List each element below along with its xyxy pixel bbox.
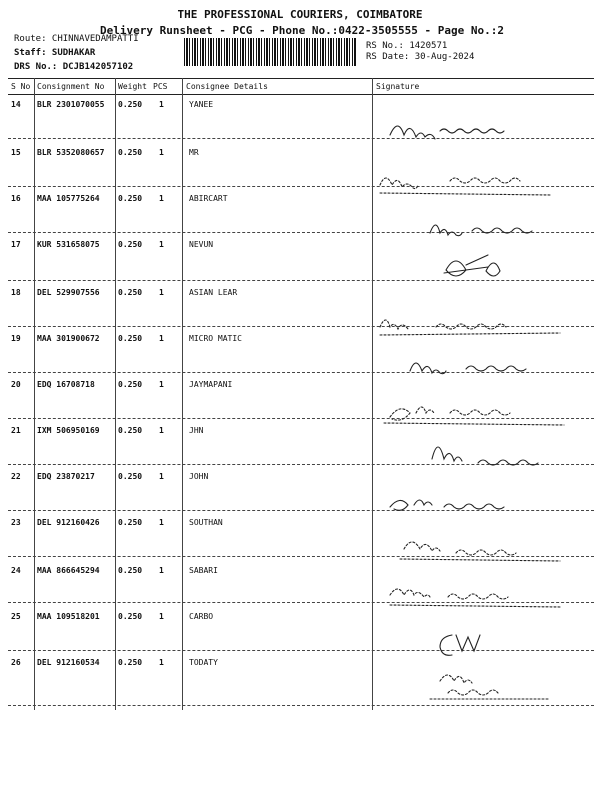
cell-consignee: SOUTHAN bbox=[189, 518, 223, 527]
cell-weight: 0.250 bbox=[118, 194, 143, 203]
cell-weight: 0.250 bbox=[118, 472, 143, 481]
company-title: THE PROFESSIONAL COURIERS, COIMBATORE bbox=[177, 8, 423, 21]
cell-pcs: 1 bbox=[159, 194, 164, 203]
cell-pcs: 1 bbox=[159, 518, 164, 527]
cell-consignment: BLR 2301070055 bbox=[37, 100, 105, 109]
cell-consignee: ABIRCART bbox=[189, 194, 228, 203]
cell-weight: 0.250 bbox=[118, 518, 143, 527]
cell-pcs: 1 bbox=[159, 288, 164, 297]
col-header-pcs: PCS bbox=[153, 82, 168, 91]
cell-consignment: DEL 912160426 bbox=[37, 518, 100, 527]
cell-consignee: TODATY bbox=[189, 658, 218, 667]
cell-pcs: 1 bbox=[159, 658, 164, 667]
col-header-sno: S No bbox=[11, 82, 31, 91]
cell-pcs: 1 bbox=[159, 566, 164, 575]
cell-consignment: BLR 5352080657 bbox=[37, 148, 105, 157]
rs-date: RS Date: 30-Aug-2024 bbox=[366, 52, 475, 62]
cell-consignee: SABARI bbox=[189, 566, 218, 575]
cell-sno: 19 bbox=[11, 334, 21, 343]
cell-sno: 22 bbox=[11, 472, 21, 481]
cell-sno: 16 bbox=[11, 194, 21, 203]
cell-consignee: JOHN bbox=[189, 472, 209, 481]
cell-weight: 0.250 bbox=[118, 566, 143, 575]
cell-consignment: KUR 531658075 bbox=[37, 240, 100, 249]
route-label: Route: CHINNAVEDAMPATTI bbox=[14, 34, 139, 44]
cell-pcs: 1 bbox=[159, 100, 164, 109]
cell-sno: 20 bbox=[11, 380, 21, 389]
rs-number: RS No.: 1420571 bbox=[366, 41, 448, 51]
cell-consignment: EDQ 16708718 bbox=[37, 380, 95, 389]
col-header-consignee: Consignee Details bbox=[186, 82, 268, 91]
cell-weight: 0.250 bbox=[118, 658, 143, 667]
cell-consignment: EDQ 23870217 bbox=[37, 472, 95, 481]
cell-consignment: DEL 529907556 bbox=[37, 288, 100, 297]
cell-pcs: 1 bbox=[159, 148, 164, 157]
cell-consignment: MAA 866645294 bbox=[37, 566, 100, 575]
col-header-weight: Weight bbox=[118, 82, 147, 91]
cell-pcs: 1 bbox=[159, 426, 164, 435]
cell-sno: 21 bbox=[11, 426, 21, 435]
cell-sno: 23 bbox=[11, 518, 21, 527]
cell-weight: 0.250 bbox=[118, 380, 143, 389]
cell-consignee: YANEE bbox=[189, 100, 214, 109]
handwritten-signatures bbox=[360, 95, 596, 715]
cell-consignment: DEL 912160534 bbox=[37, 658, 100, 667]
cell-consignment: MAA 105775264 bbox=[37, 194, 100, 203]
cell-weight: 0.250 bbox=[118, 426, 143, 435]
barcode-image bbox=[184, 38, 356, 66]
cell-weight: 0.250 bbox=[118, 148, 143, 157]
cell-pcs: 1 bbox=[159, 380, 164, 389]
cell-sno: 26 bbox=[11, 658, 21, 667]
cell-sno: 24 bbox=[11, 566, 21, 575]
cell-consignee: ASIAN LEAR bbox=[189, 288, 238, 297]
runsheet-subtitle: Delivery Runsheet - PCG - Phone No.:0422-3505555 - Page No.:2 bbox=[100, 24, 504, 37]
cell-weight: 0.250 bbox=[118, 334, 143, 343]
cell-pcs: 1 bbox=[159, 612, 164, 621]
cell-weight: 0.250 bbox=[118, 612, 143, 621]
cell-pcs: 1 bbox=[159, 334, 164, 343]
cell-pcs: 1 bbox=[159, 240, 164, 249]
cell-sno: 18 bbox=[11, 288, 21, 297]
col-header-signature: Signature bbox=[376, 82, 420, 91]
cell-sno: 17 bbox=[11, 240, 21, 249]
col-header-consignment: Consignment No bbox=[37, 82, 105, 91]
cell-consignee: JHN bbox=[189, 426, 204, 435]
cell-sno: 14 bbox=[11, 100, 21, 109]
cell-consignee: NEVUN bbox=[189, 240, 214, 249]
cell-consignment: MAA 109518201 bbox=[37, 612, 100, 621]
cell-consignee: JAYMAPANI bbox=[189, 380, 233, 389]
table-top-border bbox=[8, 78, 594, 79]
staff-label: Staff: SUDHAKAR bbox=[14, 48, 96, 58]
cell-weight: 0.250 bbox=[118, 240, 143, 249]
cell-consignee: MR bbox=[189, 148, 199, 157]
cell-sno: 15 bbox=[11, 148, 21, 157]
cell-consignment: IXM 506950169 bbox=[37, 426, 100, 435]
cell-consignee: MICRO MATIC bbox=[189, 334, 242, 343]
cell-weight: 0.250 bbox=[118, 100, 143, 109]
cell-consignment: MAA 301900672 bbox=[37, 334, 100, 343]
cell-consignee: CARBO bbox=[189, 612, 214, 621]
cell-sno: 25 bbox=[11, 612, 21, 621]
cell-pcs: 1 bbox=[159, 472, 164, 481]
drs-number: DRS No.: DCJB142057102 bbox=[14, 62, 134, 72]
cell-weight: 0.250 bbox=[118, 288, 143, 297]
